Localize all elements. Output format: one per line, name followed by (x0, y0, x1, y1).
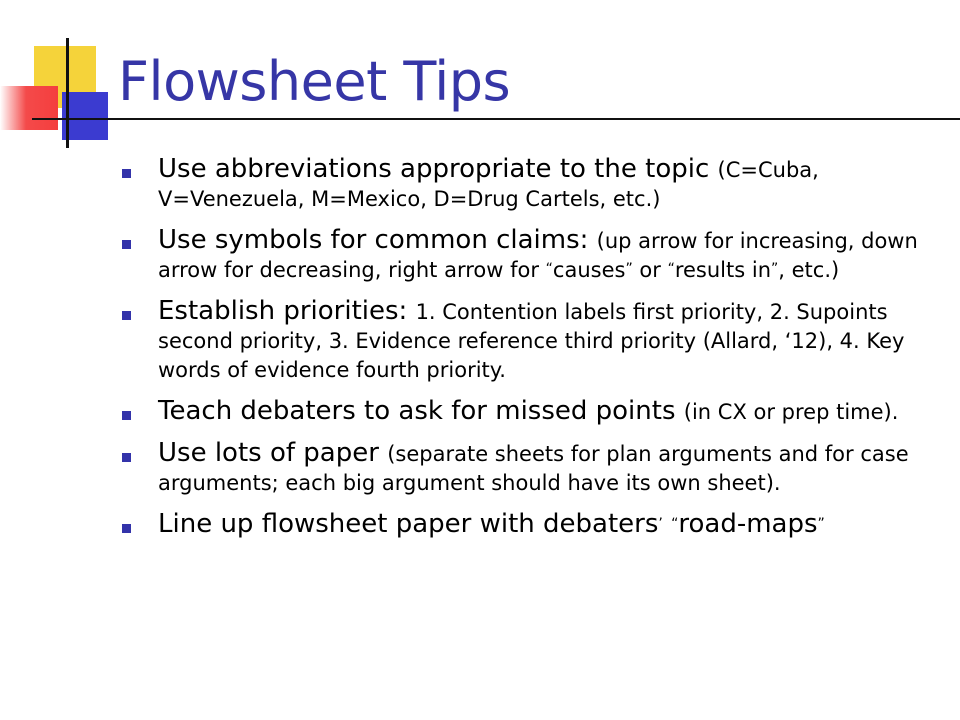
decor-red-square (0, 86, 58, 130)
slide-title: Flowsheet Tips (118, 50, 511, 113)
bullet-detail: (in CX or prep time). (683, 400, 899, 424)
bullet-item (120, 396, 938, 427)
quoted-word: road-maps (678, 509, 818, 539)
square-bullet-icon (122, 169, 131, 178)
close-quote: ” (771, 261, 779, 277)
bullet-detail: (C=Cuba, V=Venezuela, M=Mexico, D=Drug Cartels, etc.) (158, 158, 819, 211)
close-quote: ” (817, 516, 825, 532)
square-bullet-icon (122, 240, 131, 249)
decor-horizontal-line (32, 118, 960, 120)
bullet-lead: Teach debaters to ask for missed points (158, 396, 684, 426)
bullet-detail: 1. Contention labels first priority, 2. Supoints second priority, 3. Evidence reference third priority (Allard, ‘12), 4. Key words of evidence fourth priority. (158, 300, 905, 382)
square-bullet-icon (122, 311, 131, 320)
open-quote: “ (667, 261, 675, 277)
square-bullet-icon (122, 411, 131, 420)
square-bullet-icon (122, 453, 131, 462)
close-quote: ” (625, 261, 633, 277)
quoted-word: causes (552, 258, 626, 282)
bullet-item (120, 509, 938, 539)
apostrophe: ’ (658, 516, 663, 532)
bullet-lead: Line up flowsheet paper with debaters (158, 509, 659, 539)
bullet-detail: (separate sheets for plan arguments and for case arguments; each big argument should have its own sheet). (158, 442, 909, 495)
open-quote: “ (671, 516, 679, 532)
open-quote: “ (545, 261, 553, 277)
bullet-detail: (up arrow for increasing, down arrow for decreasing, right arrow for (158, 229, 918, 282)
bullet-list (120, 154, 938, 550)
spacer-text (663, 509, 671, 539)
bullet-lead: Establish priorities: (158, 296, 416, 326)
bullet-item (120, 154, 938, 214)
bullet-item (120, 438, 938, 498)
bullet-item (120, 225, 938, 285)
bullet-lead: Use lots of paper (158, 438, 388, 468)
bullet-detail: or (632, 258, 668, 282)
decor-vertical-line (66, 38, 69, 148)
bullet-item (120, 296, 938, 385)
bullet-lead: Use abbreviations appropriate to the topic (158, 154, 718, 184)
square-bullet-icon (122, 524, 131, 533)
bullet-detail: , etc.) (778, 258, 840, 282)
bullet-lead: Use symbols for common claims: (158, 225, 597, 255)
quoted-word: results in (674, 258, 771, 282)
